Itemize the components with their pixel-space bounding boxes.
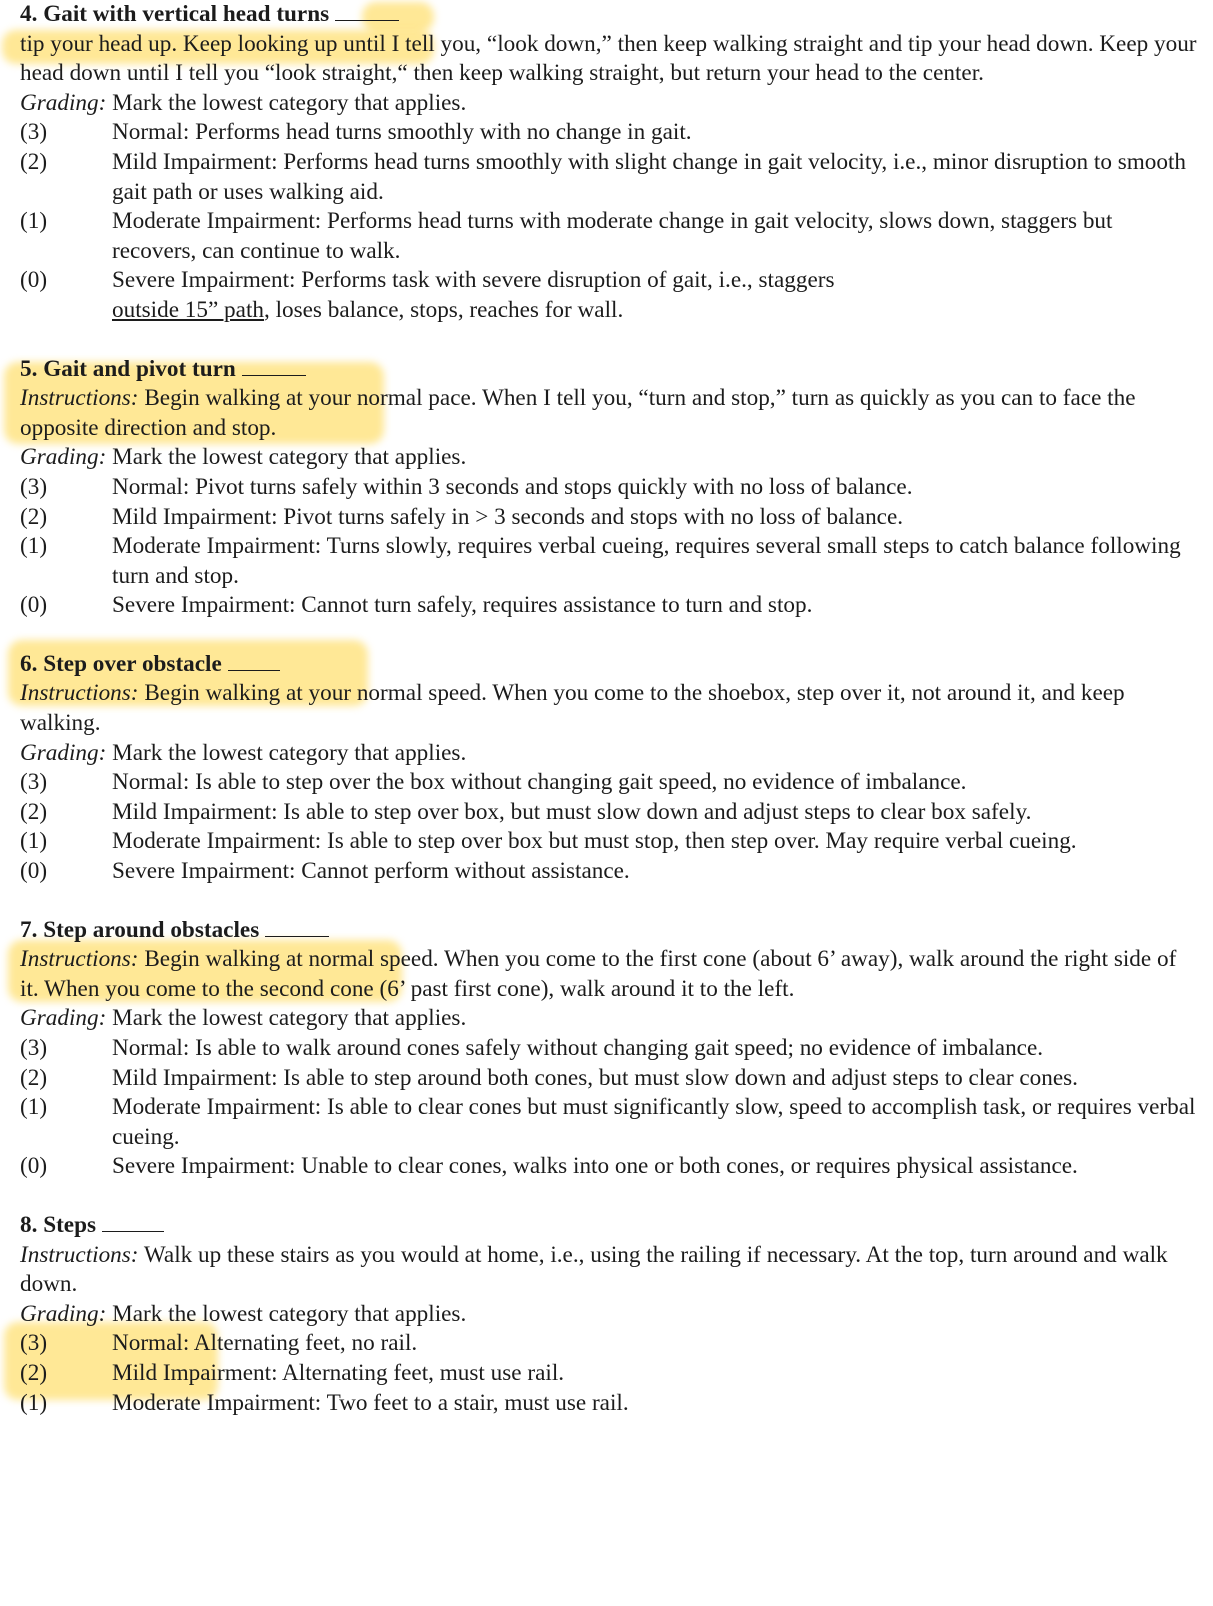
- score-value: (2): [20, 1064, 48, 1091]
- grading-item: [20, 857, 1200, 887]
- grading-description: Severe Impairment: Cannot turn safely, requires assistance to turn and stop.: [112, 592, 813, 619]
- instructions: [20, 1241, 1200, 1300]
- score-value: (1): [20, 533, 48, 560]
- grading-item: [20, 1329, 1200, 1359]
- score-value: (3): [20, 119, 48, 146]
- grading-item: [20, 1064, 1200, 1094]
- grading-description: Severe Impairment: Cannot perform without assistance.: [112, 858, 630, 885]
- grading-item: [20, 1034, 1200, 1064]
- score-value: (3): [20, 1330, 48, 1357]
- grading-description: Moderate Impairment: Turns slowly, requires verbal cueing, requires several small steps to catch balance following turn and stop.: [112, 533, 1181, 589]
- grading-description: Moderate Impairment: Two feet to a stair, must use rail.: [112, 1389, 629, 1416]
- score-value: (0): [20, 267, 48, 294]
- grading: [20, 443, 1200, 473]
- section-title-row: [20, 916, 1200, 946]
- instructions-text: Begin walking at your normal speed. When you come to the shoebox, step over it, not around it, and keep walking.: [20, 680, 1125, 737]
- score-value: (1): [20, 1389, 48, 1416]
- section-7: [20, 916, 1200, 1182]
- grading-item: [20, 591, 1200, 621]
- grading-description: Mild Impairment: Is able to step around both cones, but must slow down and adjust steps to clear cones.: [112, 1064, 1078, 1091]
- score-value: (3): [20, 473, 48, 500]
- grading-label: Grading:: [20, 89, 107, 116]
- instructions-label: Instructions:: [20, 680, 139, 707]
- score-value: (3): [20, 1035, 48, 1061]
- score-blank: [265, 916, 329, 937]
- grading: [20, 1300, 1200, 1330]
- grading-description: Moderate Impairment: Performs head turns with moderate change in gait velocity, slows down, staggers but recovers, can continue to walk.: [112, 208, 1113, 264]
- document-page: [20, 0, 1200, 1418]
- grading-description: Moderate Impairment: Is able to step over box but must stop, then step over. May require verbal cueing.: [112, 828, 1077, 855]
- grading-description: Normal: Performs head turns smoothly with no change in gait.: [112, 119, 692, 146]
- grading-item: [20, 1093, 1200, 1152]
- grading-item: [20, 473, 1200, 503]
- grading-item: [20, 503, 1200, 533]
- score-value: (1): [20, 208, 48, 235]
- grading-description: Normal: Pivot turns safely within 3 seconds and stops quickly with no loss of balance.: [112, 473, 913, 500]
- grading-description: Severe Impairment: Unable to clear cones, walks into one or both cones, or requires physical assistance.: [112, 1153, 1078, 1180]
- grading: [20, 89, 1200, 119]
- section-5: [20, 355, 1200, 621]
- grading-item: [20, 118, 1200, 148]
- grading-description: [112, 266, 1200, 325]
- score-blank: [102, 1211, 164, 1232]
- grading-item: [20, 768, 1200, 798]
- grading-label: Grading:: [20, 444, 107, 471]
- section-title: 8. Steps: [20, 1211, 97, 1238]
- instructions-text: Begin walking at your normal pace. When I tell you, “turn and stop,” turn as quickly as you can to face the opposite direction and stop.: [20, 385, 1136, 441]
- grading-text: Mark the lowest category that applies.: [112, 444, 467, 471]
- score-value: (1): [20, 828, 48, 855]
- instructions: [20, 30, 1200, 89]
- instructions-label: Instructions:: [20, 1241, 139, 1268]
- score-blank: [228, 650, 280, 671]
- section-4: [20, 0, 1200, 326]
- grading: [20, 739, 1200, 769]
- section-6: [20, 650, 1200, 887]
- grading-item: [20, 148, 1200, 207]
- section-title: 4. Gait with vertical head turns: [20, 1, 330, 27]
- score-value: (3): [20, 769, 48, 796]
- grading-description: Moderate Impairment: Is able to clear cones but must significantly slow, speed to accomplish task, or requires verbal cueing.: [112, 1094, 1196, 1150]
- grading-item: [20, 1152, 1200, 1182]
- score-blank: [335, 0, 399, 21]
- score-value: (0): [20, 592, 48, 619]
- instructions-text: tip your head up. Keep looking up until I tell you, “look down,” then keep walking straight and tip your head down. Keep your head down until I tell you “look straight,“ then keep walking straight, but return your head to the center.: [20, 30, 1197, 87]
- score-blank: [242, 355, 306, 376]
- grading-description-text: Severe Impairment: Performs task with severe disruption of gait, i.e., staggers: [112, 267, 835, 294]
- score-value: (1): [20, 1094, 48, 1121]
- score-value: (2): [20, 1359, 48, 1386]
- instructions: [20, 384, 1200, 443]
- instructions-label: Instructions:: [20, 385, 139, 412]
- grading-description-tail: , loses balance, stops, reaches for wall.: [263, 296, 624, 323]
- instructions-text: Begin walking at normal speed. When you come to the first cone (about 6’ away), walk around the right side of it. When you come to the second cone (6’ past first cone), walk around it to the left.: [20, 946, 1177, 1002]
- grading-text: Mark the lowest category that applies.: [112, 739, 467, 766]
- grading-item: [20, 827, 1200, 857]
- grading-description: Mild Impairment: Is able to step over box, but must slow down and adjust steps to clear box safely.: [112, 798, 1032, 825]
- grading-text: Mark the lowest category that applies.: [112, 1005, 467, 1032]
- grading-description: Normal: Alternating feet, no rail.: [112, 1330, 418, 1357]
- section-title-row: [20, 1211, 1200, 1241]
- grading-label: Grading:: [20, 1300, 107, 1327]
- instructions: [20, 945, 1200, 1004]
- grading-description: Normal: Is able to walk around cones safely without changing gait speed; no evidence of imbalance.: [112, 1035, 1044, 1061]
- grading-description: Mild Impairment: Alternating feet, must use rail.: [112, 1359, 565, 1386]
- grading-text: Mark the lowest category that applies.: [112, 1300, 467, 1327]
- grading-item: [20, 207, 1200, 266]
- score-value: (0): [20, 858, 48, 885]
- grading-label: Grading:: [20, 1005, 107, 1032]
- instructions-text: Walk up these stairs as you would at home, i.e., using the railing if necessary. At the top, turn around and walk down.: [20, 1241, 1168, 1298]
- instructions-label: Instructions:: [20, 946, 139, 973]
- section-8: [20, 1211, 1200, 1418]
- grading-description: Mild Impairment: Performs head turns smoothly with slight change in gait velocity, i.e., minor disruption to smooth gait path or uses walking aid.: [112, 148, 1187, 205]
- grading-text: Mark the lowest category that applies.: [112, 89, 467, 116]
- score-value: (2): [20, 798, 48, 825]
- section-title-row: [20, 650, 1200, 680]
- section-title: 6. Step over obstacle: [20, 650, 222, 677]
- underlined-text: outside 15” path: [112, 296, 264, 323]
- grading-item: [20, 532, 1200, 591]
- section-title-row: [20, 355, 1200, 385]
- grading-label: Grading:: [20, 739, 107, 766]
- grading-item: [20, 798, 1200, 828]
- score-value: (2): [20, 503, 48, 530]
- grading-item: [20, 1359, 1200, 1389]
- section-title-row: [20, 0, 1200, 30]
- grading-description: Mild Impairment: Pivot turns safely in > 3 seconds and stops with no loss of balance.: [112, 503, 904, 530]
- score-value: (2): [20, 148, 48, 175]
- section-title: 7. Step around obstacles: [20, 916, 260, 943]
- score-value: (0): [20, 1153, 48, 1180]
- grading-description: Normal: Is able to step over the box without changing gait speed, no evidence of imbalance.: [112, 769, 967, 796]
- instructions: [20, 679, 1200, 738]
- section-title: 5. Gait and pivot turn: [20, 355, 236, 382]
- grading-item: [20, 266, 1200, 325]
- grading: [20, 1004, 1200, 1034]
- grading-item: [20, 1389, 1200, 1419]
